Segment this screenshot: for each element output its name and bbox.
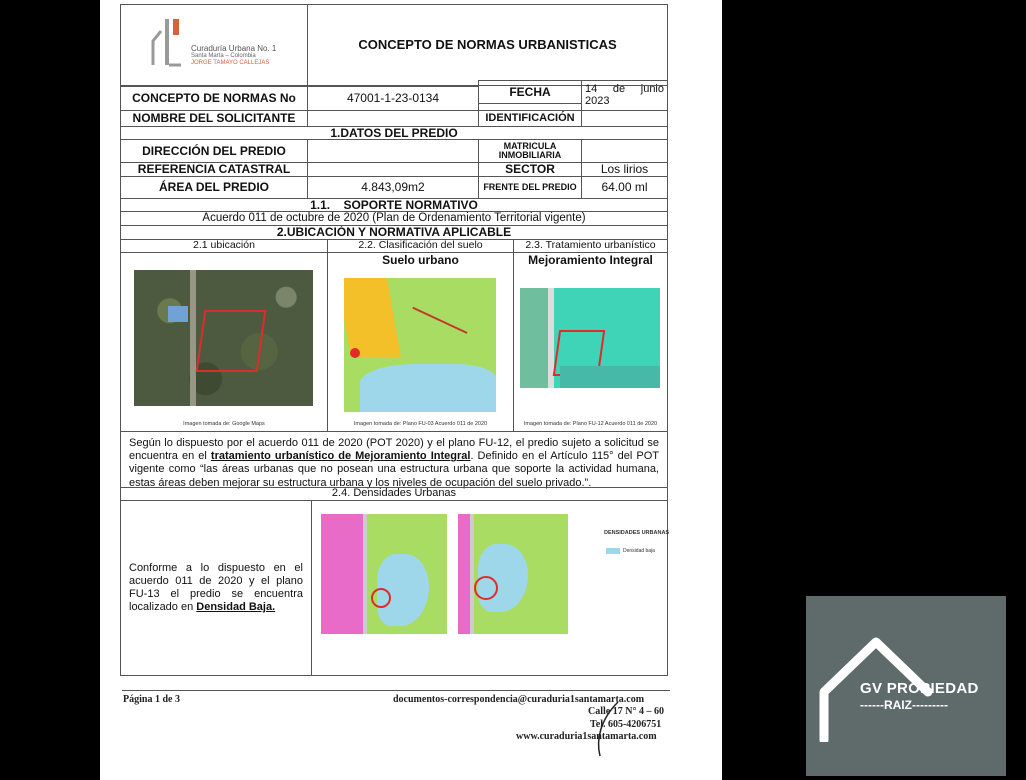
solicitante-value: [307, 110, 479, 127]
mejoramiento-map-image: [520, 288, 660, 388]
densidades-map-2: [458, 514, 568, 634]
footer-tel: Tel. 605-4206751: [590, 719, 662, 730]
frente-value: 64.00 ml: [581, 176, 668, 199]
caption-plano-fu03: Imagen tomada de: Plano FU-03 Acuerdo 011 de 2020: [353, 421, 488, 428]
datos-predio-title: 1.DATOS DEL PREDIO: [120, 126, 668, 140]
direccion-label: DIRECCIÓN DEL PREDIO: [120, 139, 308, 163]
matricula-value: [581, 139, 668, 163]
densidades-legend-title: DENSIDADES URBANAS: [604, 530, 670, 536]
brand-logo: [806, 596, 1006, 776]
ubicacion-col2-title: 2.2. Clasificación del suelo: [327, 239, 514, 253]
logo-cell: [120, 4, 308, 86]
brand-line-1: GV PROPIEDAD: [860, 680, 979, 697]
identificacion-label: IDENTIFICACIÓN: [478, 110, 582, 127]
matricula-label: MATRICULA INMOBILIARIA: [478, 139, 582, 163]
paragraph-bold: tratamiento urbanístico de Mejoramiento Integral: [210, 450, 471, 463]
direccion-value: [307, 139, 479, 163]
area-label: ÁREA DEL PREDIO: [120, 176, 308, 199]
solicitante-label: NOMBRE DEL SOLICITANTE: [120, 110, 308, 127]
sector-value: Los lirios: [581, 162, 668, 177]
footer-address: Calle 17 N° 4 – 60: [588, 706, 664, 717]
concepto-label: CONCEPTO DE NORMAS No: [120, 86, 308, 111]
identificacion-value: [581, 110, 668, 127]
footer-page: Página 1 de 3: [123, 694, 180, 705]
fecha-value: 14 de junio 2023: [581, 80, 668, 111]
referencia-value: [307, 162, 479, 177]
footer-divider: [122, 690, 670, 691]
fecha-label: FECHA: [478, 80, 582, 104]
densidades-bold: Densidad Baja.: [196, 601, 276, 614]
area-value: 4.843,09m2: [307, 176, 479, 199]
ubicacion-col1-title: 2.1 ubicación: [120, 239, 328, 253]
soporte-text: Acuerdo 011 de octubre de 2020 (Plan de Ordenamiento Territorial vigente): [120, 211, 668, 226]
logo-icon: [151, 17, 185, 67]
satellite-map-image: [134, 270, 313, 406]
sector-label: SECTOR: [478, 162, 582, 177]
suelo-urbano-label: Suelo urbano: [382, 252, 459, 267]
densidades-text: Conforme a lo dispuesto en el acuerdo 011 de 2020 y el plano FU-13 el predio se encuentra localizado en: [129, 561, 303, 614]
ubicacion-col3-title: 2.3. Tratamiento urbanístico: [513, 239, 668, 253]
caption-google-maps: Imagen tomada de: Google Maps: [183, 421, 265, 428]
brand-line-2: ------RAIZ---------: [860, 698, 948, 712]
frente-label: FRENTE DEL PREDIO: [478, 176, 582, 199]
densidades-legend-label: Densidad baja: [623, 548, 655, 554]
paragraph-part-1: Según lo dispuesto por el acuerdo 011 de 2020 (POT 2020) y el plano FU-12, el predio sujeto a solicitud se encuentra en el: [129, 437, 659, 463]
footer-web[interactable]: www.curaduria1santamarta.com: [516, 731, 657, 742]
densidades-text-box: [120, 500, 312, 676]
logo-line-1: Curaduría Urbana No. 1: [191, 44, 277, 53]
referencia-label: REFERENCIA CATASTRAL: [120, 162, 308, 177]
concepto-value: 47001-1-23-0134: [307, 86, 479, 111]
document-title: CONCEPTO DE NORMAS URBANISTICAS: [307, 4, 668, 86]
signature-mark: [590, 700, 630, 760]
suelo-urbano-map-image: [344, 278, 496, 412]
caption-plano-fu12: Imagen tomada de: Plano FU-12 Acuerdo 011 de 2020: [523, 421, 658, 428]
soporte-title: 1.1. SOPORTE NORMATIVO: [120, 198, 668, 212]
densidades-map-1: [321, 514, 447, 634]
densidades-title: 2.4. Densidades Urbanas: [120, 487, 668, 501]
tratamiento-paragraph: [120, 431, 668, 488]
logo-line-3: JORGE TAMAYO CALLEJAS: [191, 59, 270, 66]
paragraph-part-2: . Definido en el Artículo 115° del POT vigente como “las áreas urbanas que no posean una estructura urbana que soporte la actividad humana, estas áreas deben mejorar su estructura urbana y los niveles de ocupación del suelo privado.”.: [129, 450, 659, 489]
logo-line-2: Santa Marta – Colombia: [191, 53, 256, 60]
ubicacion-title: 2.UBICACIÓN Y NORMATIVA APLICABLE: [120, 225, 668, 240]
mejoramiento-label: Mejoramiento Integral: [528, 252, 653, 267]
densidades-legend-swatch: [606, 548, 620, 554]
footer-email[interactable]: documentos-correspondencia@curaduria1santamarta.com: [393, 694, 645, 705]
